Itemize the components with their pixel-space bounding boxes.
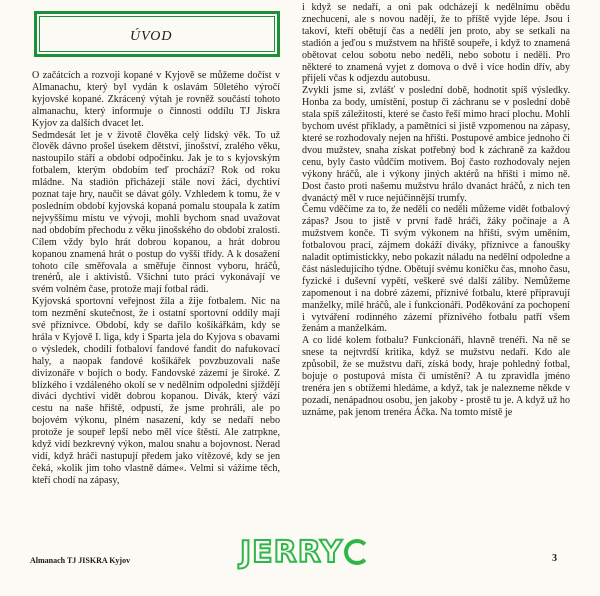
- page-number: 3: [552, 553, 557, 564]
- paragraph: Sedmdesát let je v životě člověka celý lidský věk. To už člověk dávno prošel úsekem dětství, jinošství, zralého věku, nastoupilo stáří a období odpočinku. Jak je to s kyjovským fotbalem, kterým obdobím teď prochází? Rok od roku mládne. Na stadión přicházejí stále noví žáci, dychtiví poznat taje hry, naučit se dávat góly. Vzhledem k tomu, že v posledním období kyjovská kopaná pomalu stoupala k zatím nejvyššímu místu ve vývoji, mohli bychom snad uvažovat nad obdobím přechodu z věku jinošského do období zralosti. Cílem vždy bylo hrát dobrou kopanou, a hrát dobrou kopanou znamená hrát o postup do vyšší třídy. A k dosažení tohoto cíle směřovala a směřuje činnost vyboru, hráčů, trenérů, ale i aktivistů. Všichni tuto práci vykonávají ve svém volném čase, protože mají fotbal rádi.: [32, 129, 280, 296]
- heading-frame: [34, 11, 280, 57]
- heading-inner-frame: [39, 16, 275, 52]
- left-text-column: [32, 70, 280, 487]
- paragraph: Zvykli jsme si, zvlášť v poslední době, hodnotit spíš výsledky. Honba za body, umístění, postup či záchranu se v poslední době stala spíš záležitostí, které se často řeší mimo hrací plochu. Mohli bychom uvést příklady, a pamětníci si jistě vzpomenou na zápasy, které se rozhodovaly nejen na hřišti. Postupové ambice jednoho či dvou mužstev, snaha získat potřebný bod k záchraně za každou cenu, byly často vůdčím motivem. Boj často rozhodovaly nejen výkony hráčů, ale i výkony jiných aktérů na hřišti i mimo ně. Dost často proti našemu mužstvu hrálo dvanáct hráčů, z nich ten dvanáctý měl v ruce nejúčinnější trumfy.: [302, 85, 570, 204]
- sponsor-logo: [240, 536, 370, 570]
- paragraph: Čemu vděčíme za to, že neděli co neděli můžeme vidět fotbalový zápas? Jsou to jistě v první řadě hráči, žáky počínaje a A mužstvem konče. Ti svým výkonem na hřišti, svým uměním, fotbalovou prací, zájmem dokáží diváky, příznivce a fanoušky naladit optimistickky, nebo pokazit náladu na nedělní odpoledne a část následujícího týdne. Obětují svému koníčku čas, mnoho času, fyzické i duševní vypětí, veškeré své další záliby. Nemůžeme zapomenout i na dobré zázemí, příznivé fotbalu, které připravují manželky, milé hráčů, ale i funkcionáři. Poděkování za pochopení i vytváření rodinného zázemí příznivého fotbalu patří všem ženám a manželkám.: [302, 204, 570, 335]
- copyright-c-icon: [344, 539, 370, 565]
- paragraph: Kyjovská sportovní veřejnost žila a žije fotbalem. Nic na tom nezmění skutečnost, že i ostatní sportovní oddíly mají své příznivce. Období, kdy se dařilo košíkářkám, kdy se hrála v Kyjově I. liga, kdy i Sparta jela do Kyjova s obavami o výsledek, chodilí fotbaloví fandové fandit do nafukovací haly, a naopak fandové košíkářek povzbuzovali naše divizonáře v bojích o body. Fandovské zázemí je široké. Z blízkého i vzdáleného okolí se v nedělním odpoledni sjíždějí diváci dychtiví vidět dobrou kopanou. Divák, který vází cestu na naše hřiště, odpustí, že jsme prohráli, ale po bojovém výkonu, plném nasazení, kdy se nedaří nebo protože je soupeř lepší nebo měl více štěstí. Ale zatrpkne, když vidí bezkrevný výkon, malou snahu a bojovnost. Nerad vidí, když hráči nastupují předem jako vítězové, kdy se jen čeká, »kolik jim toho vlastně dáme«. Velmi si vážíme těch, kteří chodí na zápasy,: [32, 296, 280, 486]
- paragraph: i když se nedaří, a oni pak odcházejí k nedělnímu obědu znechucení, ale s novou nadějí, že to příště vyjde lépe. Jsou i takoví, kteří obětují čas a nedělí jen proto, aby se setkali na stadión a jeďou s mužstvem na hřiště soupeře, i když to znamená obětovat celou sobotu nebo neděli, nebo sobotu i neděli. Pro některé to znamená vyjet z domova o dvě i více hodin dřív, aby přijeli včas k odjezdu autobusu.: [302, 2, 570, 85]
- publication-footer: Almanach TJ JISKRA Kyjov: [30, 556, 131, 565]
- paragraph: O začátcích a rozvoji kopané v Kyjově se můžeme dočíst v Almanachu, který byl vydán k oslavám 50letého výročí kyjovské kopané. Zkrácený výtah je rovněž součástí tohoto almanachu, který informuje o činnosti oddílu TJ Jiskra Kyjov za dalších dvacet let.: [32, 70, 280, 129]
- logo-text: JERRY: [240, 535, 343, 570]
- paragraph: A co lidé kolem fotbalu? Funkcionáři, hlavně trenéři. Na ně se snese ta nejtvrdší kritika, když se mužstvu nedaří. Kdo ale způsobil, že se mužstvu daří, získá body, hraje pohledný fotbal, bojuje o postupová místa či umístění? A tu zpravidla jméno trenéra jen s obtížemi hledáme, a když, tak je nalezneme někde v pozadí, nenápadnou osobu, jen jakoby - prostě tu je. A když už ho uznáme, pak jenom trenéra Áčka. Na tomto místě je: [302, 335, 570, 418]
- page-title: ÚVOD: [130, 29, 173, 44]
- right-text-column: [302, 2, 570, 419]
